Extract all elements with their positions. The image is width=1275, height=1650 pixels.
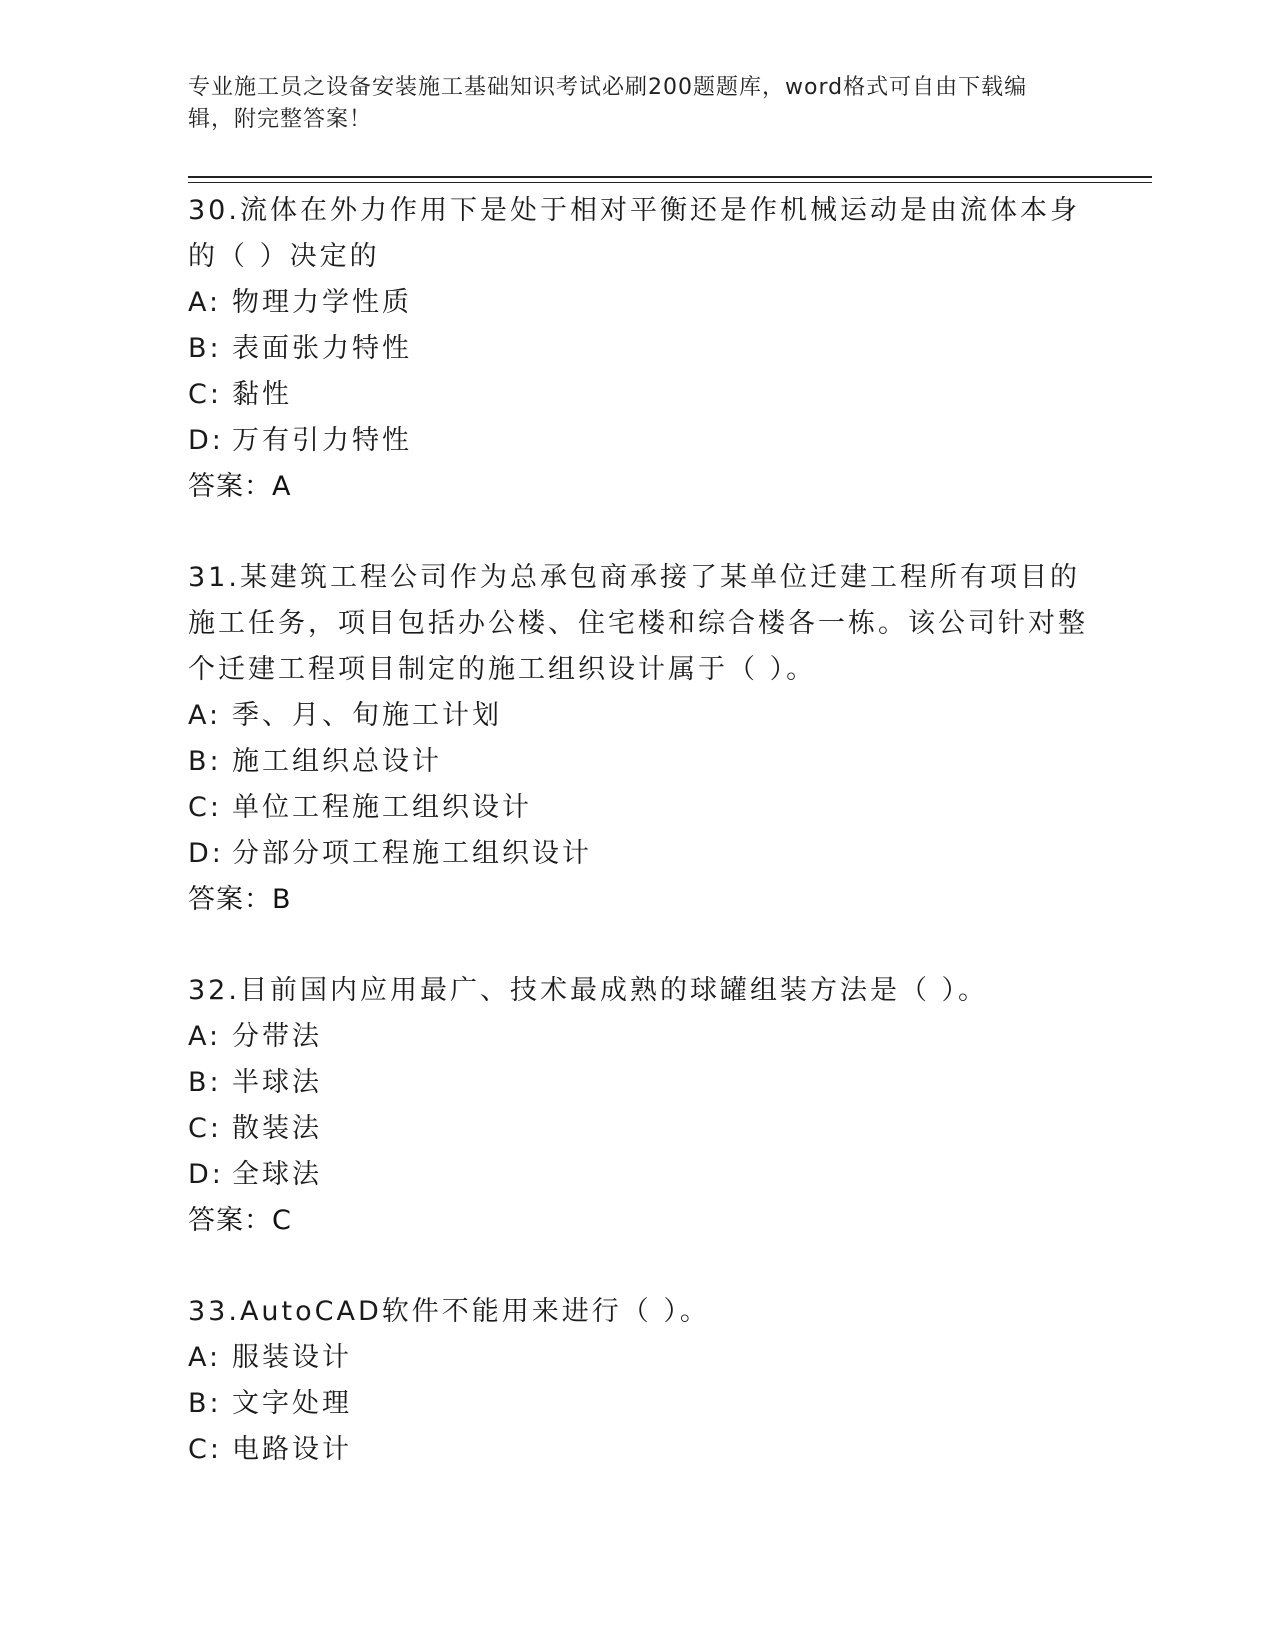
option-b <box>188 1060 1088 1106</box>
option-text: 万有引力特性 <box>232 425 412 456</box>
option-text: 文字处理 <box>232 1388 352 1419</box>
question-31 <box>188 555 1088 923</box>
question-32 <box>188 968 1088 1244</box>
option-c <box>188 785 1088 831</box>
question-stem: 33.AutoCAD软件不能用来进行（ ）。 <box>188 1296 710 1327</box>
option-d <box>188 418 1088 464</box>
option-text: 黏性 <box>232 379 292 410</box>
option-letter: A: <box>188 700 222 731</box>
answer-line: 答案：A <box>188 471 292 502</box>
option-letter: B: <box>188 746 222 777</box>
option-text: 全球法 <box>232 1159 322 1190</box>
option-letter: C: <box>188 1434 222 1465</box>
question-stem: 32.目前国内应用最广、技术最成熟的球罐组装方法是（ ）。 <box>188 975 989 1006</box>
option-c <box>188 1427 1088 1473</box>
header-divider-thin <box>188 182 1152 183</box>
option-text: 散装法 <box>232 1113 322 1144</box>
question-stem: 31.某建筑工程公司作为总承包商承接了某单位迁建工程所有项目的施工任务，项目包括办公楼、住宅楼和综合楼各一栋。该公司针对整个迁建工程项目制定的施工组织设计属于（ ）。 <box>188 562 1088 685</box>
option-a <box>188 280 1088 326</box>
option-letter: D: <box>188 425 224 456</box>
question-list <box>188 188 1088 1518</box>
option-text: 分带法 <box>232 1021 322 1052</box>
question-33 <box>188 1289 1088 1473</box>
header-divider-thick <box>188 176 1152 178</box>
option-text: 分部分项工程施工组织设计 <box>232 838 592 869</box>
option-c <box>188 1106 1088 1152</box>
option-text: 电路设计 <box>232 1434 352 1465</box>
option-letter: A: <box>188 1342 222 1373</box>
option-a <box>188 1335 1088 1381</box>
option-letter: C: <box>188 379 222 410</box>
option-d <box>188 831 1088 877</box>
option-letter: C: <box>188 792 222 823</box>
option-letter: A: <box>188 1021 222 1052</box>
option-text: 季、月、旬施工计划 <box>232 700 502 731</box>
option-text: 单位工程施工组织设计 <box>232 792 532 823</box>
option-a <box>188 693 1088 739</box>
option-b <box>188 1381 1088 1427</box>
question-30 <box>188 188 1088 510</box>
option-letter: B: <box>188 1067 222 1098</box>
option-d <box>188 1152 1088 1198</box>
option-text: 服装设计 <box>232 1342 352 1373</box>
option-b <box>188 739 1088 785</box>
option-letter: D: <box>188 1159 224 1190</box>
option-letter: C: <box>188 1113 222 1144</box>
option-a <box>188 1014 1088 1060</box>
option-text: 表面张力特性 <box>232 333 412 364</box>
option-text: 施工组织总设计 <box>232 746 442 777</box>
document-header: 专业施工员之设备安装施工基础知识考试必刷200题题库，word格式可自由下载编辑，附完整答案！ <box>188 75 1028 132</box>
option-letter: B: <box>188 333 222 364</box>
option-b <box>188 326 1088 372</box>
answer-line: 答案：B <box>188 884 292 915</box>
option-text: 半球法 <box>232 1067 322 1098</box>
option-text: 物理力学性质 <box>232 287 412 318</box>
option-letter: A: <box>188 287 222 318</box>
option-c <box>188 372 1088 418</box>
question-stem: 30.流体在外力作用下是处于相对平衡还是作机械运动是由流体本身的（ ）决定的 <box>188 195 1080 272</box>
option-letter: D: <box>188 838 224 869</box>
option-letter: B: <box>188 1388 222 1419</box>
answer-line: 答案：C <box>188 1205 292 1236</box>
